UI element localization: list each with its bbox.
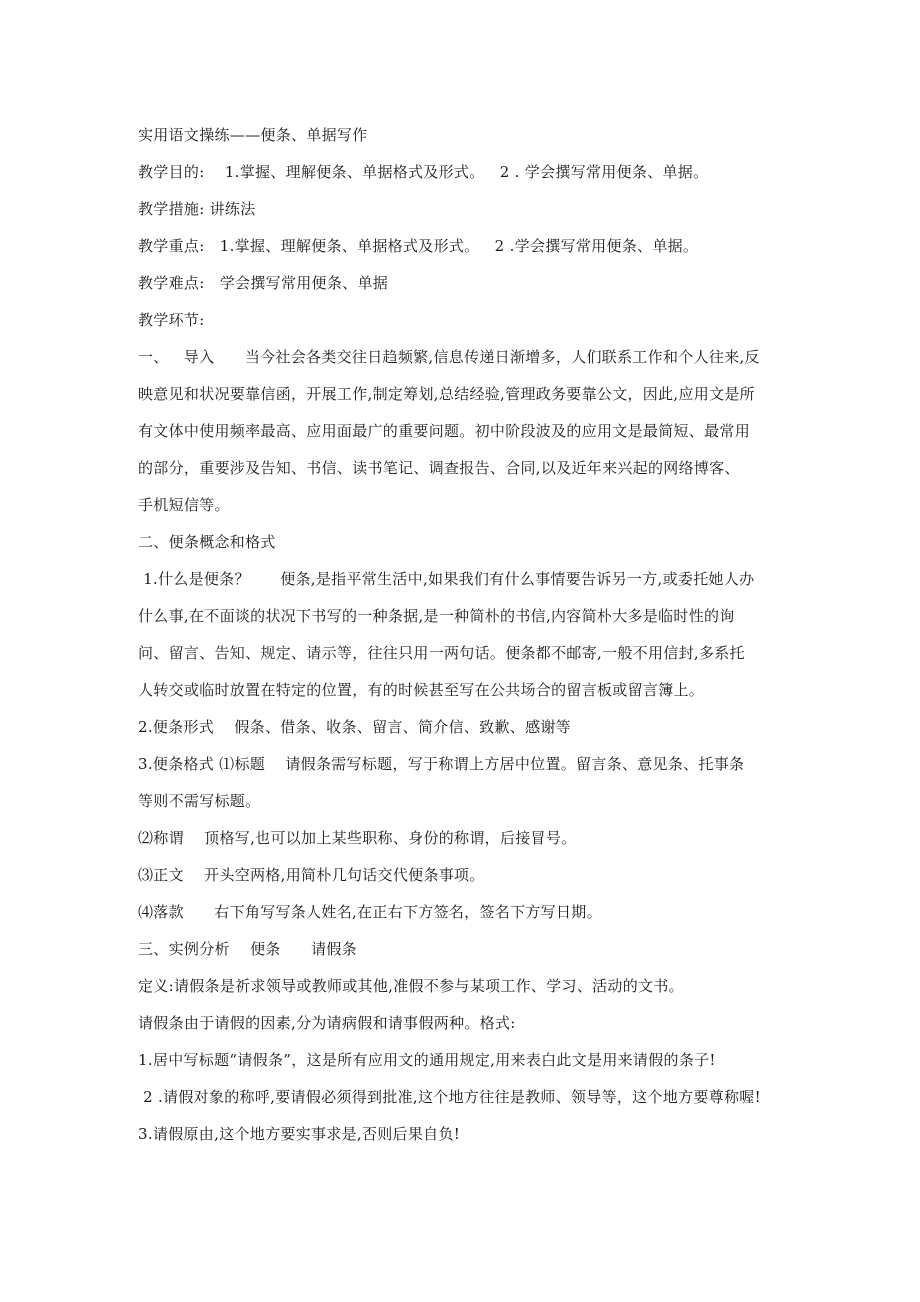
section-heading: 三、实例分析 便条 请假条 <box>138 940 357 958</box>
paragraph-line: 定义:请假条是祈求领导或教师或其他,准假不参与某项工作、学习、活动的文书。 <box>138 977 684 995</box>
paragraph-line: 3.请假原由,这个地方要实事求是,否则后果自负! <box>138 1125 461 1143</box>
paragraph-line: ⑵称谓 顶格写,也可以加上某些职称、身份的称谓，后接冒号。 <box>138 829 577 847</box>
paragraph-line: 3.便条格式 ⑴标题 请假条需写标题，写于称谓上方居中位置。留言条、意见条、托事条 <box>138 755 745 773</box>
paragraph-line: 有文体中使用频率最高、应用面最广的重要问题。初中阶段波及的应用文是最简短、最常用 <box>138 422 751 440</box>
paragraph-line: 2.便条形式 假条、借条、收条、留言、简介信、致歉、感谢等 <box>138 718 571 736</box>
section-concept-format <box>138 524 784 931</box>
paragraph-line: 问、留言、告知、规定、请示等，往往只用一两句话。便条都不邮寄,一般不用信封,多系托 <box>138 644 745 662</box>
paragraph-line: 手机短信等。 <box>138 496 230 514</box>
paragraph-line: 的部分，重要涉及告知、书信、读书笔记、调查报告、合同,以及近年来兴起的网络博客、 <box>138 459 740 477</box>
paragraph-line: 什么事,在不面谈的状况下书写的一种条据,是一种简朴的书信,内容简朴大多是临时性的询 <box>138 607 735 625</box>
paragraph-line: 1.什么是便条？ 便条,是指平常生活中,如果我们有什么事情要告诉另一方,或委托她人办 <box>138 570 755 588</box>
paragraph-line: 请假条由于请假的因素,分为请病假和请事假两种。格式: <box>138 1014 516 1032</box>
teaching-steps-heading: 教学环节: <box>138 311 205 329</box>
paragraph-line: 人转交或临时放置在特定的位置，有的时候甚至写在公共场合的留言板或留言簿上。 <box>138 681 705 699</box>
paragraph-line: ⑷落款 右下角写写条人姓名,在正右下方签名，签名下方写日期。 <box>138 903 602 921</box>
paragraph-line: 2 .请假对象的称呼,要请假必须得到批准,这个地方往往是教师、领导等，这个地方要尊称喔! <box>138 1088 761 1106</box>
paragraph-line: 映意见和状况要靠信函，开展工作,制定筹划,总结经验,管理政务要靠公文，因此,应用文是所 <box>138 385 755 403</box>
teaching-objective: 教学目的: 1.掌握、理解便条、单据格式及形式。 2 . 学会撰写常用便条、单据。 <box>138 163 709 181</box>
teaching-key-points: 教学重点: 1.掌握、理解便条、单据格式及形式。 2 .学会撰写常用便条、单据。 <box>138 237 699 255</box>
section-heading: 二、便条概念和格式 <box>138 533 276 551</box>
paragraph-line: 一、 导入 当今社会各类交往日趋频繁,信息传递日渐增多，人们联系工作和个人往来,反 <box>138 348 760 366</box>
paragraph-line: 1.居中写标题“请假条”，这是所有应用文的通用规定,用来表白此文是用来请假的条子! <box>138 1051 716 1069</box>
document-title: 实用语文操练——便条、单据写作 <box>138 126 368 144</box>
teaching-difficulty: 教学难点: 学会撰写常用便条、单据 <box>138 274 389 292</box>
teaching-method: 教学措施: 讲练法 <box>138 200 256 218</box>
document-page <box>138 117 784 1153</box>
section-example-analysis <box>138 931 784 1153</box>
section-introduction <box>138 339 784 524</box>
paragraph-line: ⑶正文 开头空两格,用简朴几句话交代便条事项。 <box>138 866 485 884</box>
paragraph-line: 等则不需写标题。 <box>138 792 261 810</box>
